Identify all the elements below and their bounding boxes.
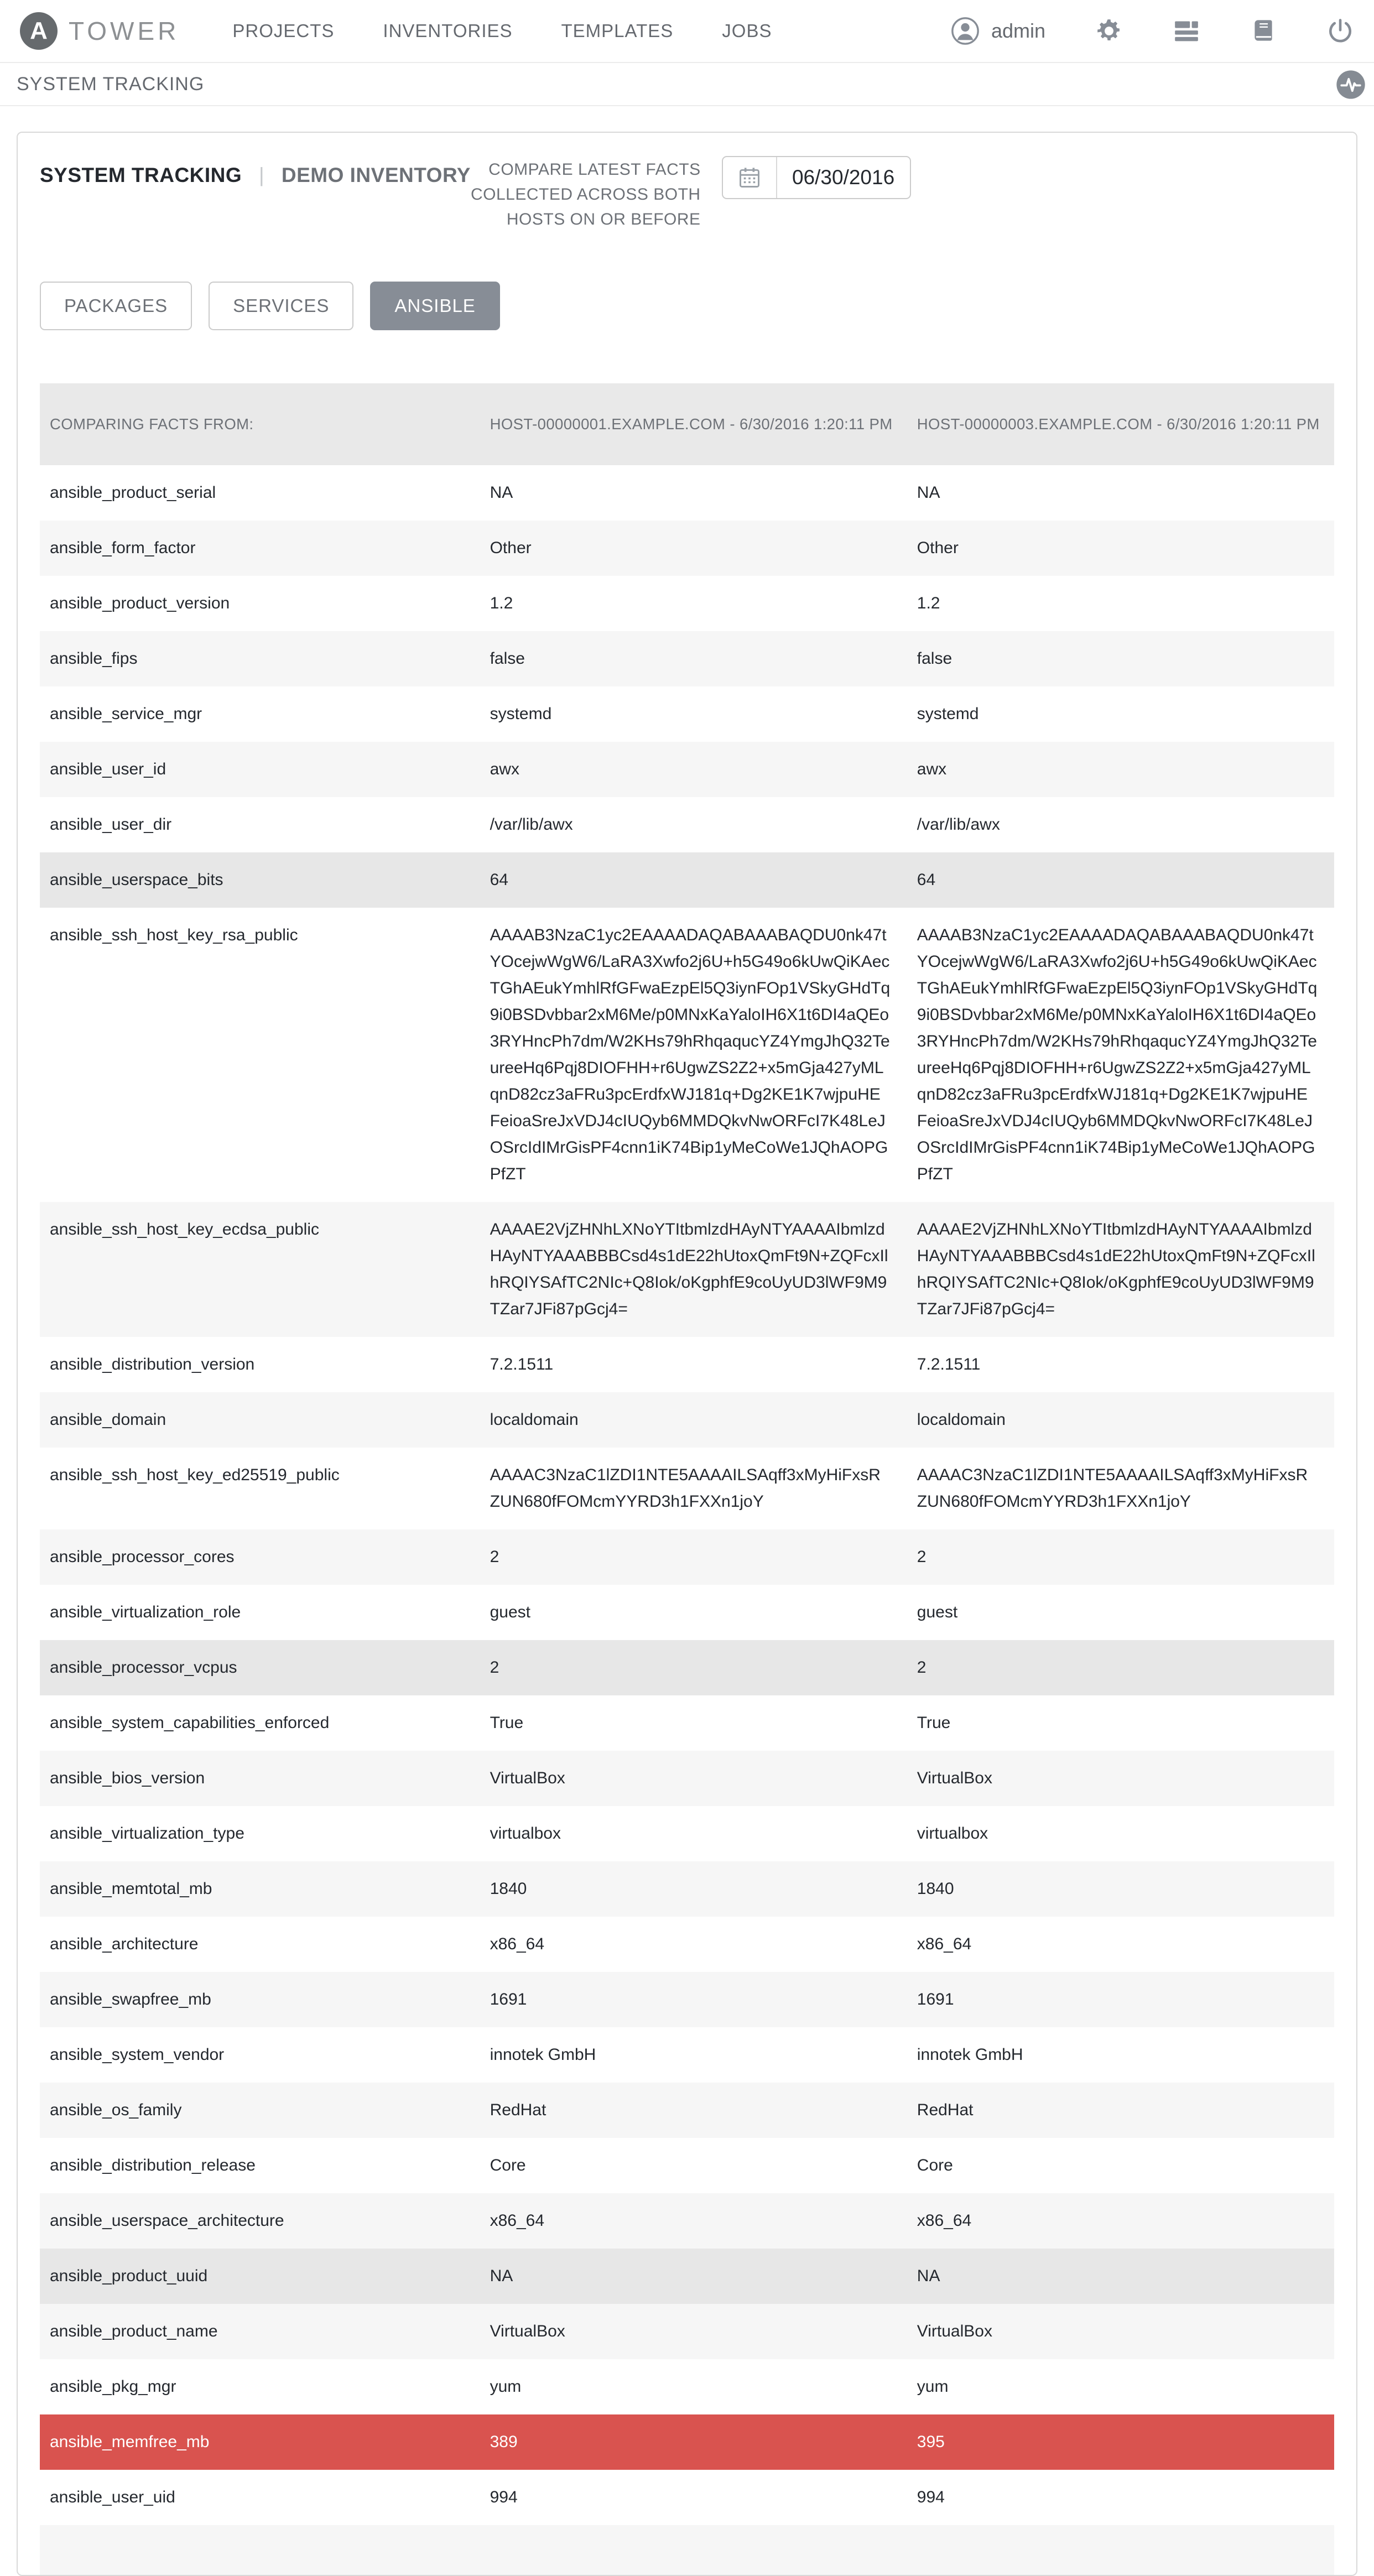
fact-value-host2: NA bbox=[917, 2267, 940, 2285]
fact-name: ansible_system_vendor bbox=[50, 2046, 225, 2064]
table-row bbox=[40, 1585, 1334, 1640]
fact-value-host1: 64 bbox=[490, 871, 508, 889]
table-row bbox=[40, 742, 1334, 797]
fact-value-host1: innotek GmbH bbox=[490, 2046, 596, 2064]
facts-rows bbox=[40, 465, 1334, 2575]
fact-value-host2: localdomain bbox=[917, 1411, 1006, 1429]
table-row bbox=[40, 797, 1334, 852]
fact-scan-tabs bbox=[40, 282, 1334, 330]
table-header-row bbox=[40, 383, 1334, 465]
fact-value-host1: NA bbox=[490, 2267, 513, 2285]
fact-value-host2: VirtualBox bbox=[917, 1769, 992, 1787]
main-nav bbox=[232, 20, 772, 41]
table-row bbox=[40, 1861, 1334, 1917]
brand-title: TOWER bbox=[69, 17, 180, 45]
fact-value-host1: systemd bbox=[490, 705, 552, 723]
nav-item-templates[interactable]: TEMPLATES bbox=[561, 20, 674, 41]
fact-value-host2: VirtualBox bbox=[917, 2322, 992, 2340]
fact-value-host2: 2 bbox=[917, 1548, 927, 1566]
fact-value-host2: 64 bbox=[917, 871, 936, 889]
fact-name: ansible_pkg_mgr bbox=[50, 2377, 176, 2396]
table-row bbox=[40, 2027, 1334, 2083]
table-row bbox=[40, 2138, 1334, 2193]
fact-value-host2: 1691 bbox=[917, 1990, 954, 2008]
user-menu[interactable] bbox=[950, 16, 1045, 46]
fact-value-host2: AAAAB3NzaC1yc2EAAAADAQABAAABAQDU0nk47tYOcejwWgW6/LaRA3Xwfo2j6U+h5G49o6kUwQiKAecTGhAEukYmhlRfGFwaEzpEl5Q3iynFOp1VSkyGHdTq9i0BSDvbbar2xM6Me/p0MNxKaYaloIH6X1t6DI4aQEo3RYHncPh7dm/W2KHs79hRhqaqucYZ4YmgJhQ32TeureeHq6Pqj8DIOFHH+r6UgwZS2Z2+x5mGja427yMLqnD82cz3aFRu3pcErdfxWJ181q+Dg2KE1K7wjpuHEFeioaSreJxVDJ4cIUQyb6MMDQkvNwORFcI7K48LeJOSrcIdIMrGisPF4cnn1iK74Bip1yMeCoWe1JQhAOPGPfZT bbox=[917, 926, 1318, 1183]
date-picker[interactable] bbox=[722, 156, 911, 199]
user-icon bbox=[950, 16, 980, 46]
fact-value-host2: Core bbox=[917, 2156, 953, 2174]
fact-value-host2: 1.2 bbox=[917, 594, 940, 612]
table-row bbox=[40, 1806, 1334, 1861]
fact-name: ansible_form_factor bbox=[50, 539, 196, 557]
power-icon bbox=[1326, 17, 1354, 45]
table-row bbox=[40, 1529, 1334, 1585]
facts-comparison-table bbox=[40, 383, 1334, 2575]
fact-name: ansible_processor_vcpus bbox=[50, 1658, 237, 1677]
fact-value-host1: Core bbox=[490, 2156, 526, 2174]
tab-packages[interactable]: PACKAGES bbox=[40, 282, 192, 330]
fact-value-host2: AAAAC3NzaC1lZDI1NTE5AAAAILSAqff3xMyHiFxsRZUN680fFOMcmYYRD3h1FXXn1joY bbox=[917, 1466, 1308, 1511]
fact-name: ansible_distribution_release bbox=[50, 2156, 256, 2174]
fact-name: ansible_virtualization_role bbox=[50, 1603, 241, 1621]
fact-value-host1: 1840 bbox=[490, 1880, 527, 1898]
portal-mode-button[interactable] bbox=[1173, 17, 1200, 45]
fact-value-host1: false bbox=[490, 649, 525, 668]
table-row bbox=[40, 2359, 1334, 2414]
title-separator: | bbox=[258, 164, 265, 186]
tab-services[interactable]: SERVICES bbox=[209, 282, 353, 330]
table-row bbox=[40, 1337, 1334, 1392]
table-row bbox=[40, 1695, 1334, 1751]
fact-value-host1: 389 bbox=[490, 2433, 518, 2451]
fact-value-host1: 2 bbox=[490, 1548, 499, 1566]
fact-name: ansible_user_uid bbox=[50, 2488, 175, 2506]
fact-value-host1: 7.2.1511 bbox=[490, 1355, 554, 1373]
fact-name: ansible_service_mgr bbox=[50, 705, 202, 723]
fact-value-host1: AAAAE2VjZHNhLXNoYTItbmlzdHAyNTYAAAAIbmlzdHAyNTYAAABBBCsd4s1dE22hUtoxQmFt9N+ZQFcxIlhRQIYSAfTC2NIc+Q8Iok/oKgphfE9coUyUD3lWF9M9TZar7JFi87pGcj4= bbox=[490, 1220, 888, 1318]
fact-name: ansible_memfree_mb bbox=[50, 2433, 210, 2451]
table-row bbox=[40, 2193, 1334, 2249]
fact-name: ansible_user_dir bbox=[50, 815, 172, 834]
fact-value-host1: NA bbox=[490, 483, 513, 502]
table-row bbox=[40, 2304, 1334, 2359]
fact-value-host1: AAAAB3NzaC1yc2EAAAADAQABAAABAQDU0nk47tYOcejwWgW6/LaRA3Xwfo2j6U+h5G49o6kUwQiKAecTGhAEukYmhlRfGFwaEzpEl5Q3iynFOp1VSkyGHdTq9i0BSDvbbar2xM6Me/p0MNxKaYaloIH6X1t6DI4aQEo3RYHncPh7dm/W2KHs79hRhqaqucYZ4YmgJhQ32TeureeHq6Pqj8DIOFHH+r6UgwZS2Z2+x5mGja427yMLqnD82cz3aFRu3pcErdfxWJ181q+Dg2KE1K7wjpuHEFeioaSreJxVDJ4cIUQyb6MMDQkvNwORFcI7K48LeJOSrcIdIMrGisPF4cnn1iK74Bip1yMeCoWe1JQhAOPGPfZT bbox=[490, 926, 891, 1183]
fact-name: ansible_product_name bbox=[50, 2322, 218, 2340]
fact-name: ansible_userspace_architecture bbox=[50, 2211, 284, 2230]
comparing-facts-header: COMPARING FACTS FROM: bbox=[50, 415, 254, 433]
fact-value-host1: 1.2 bbox=[490, 594, 513, 612]
fact-name: ansible_os_family bbox=[50, 2101, 182, 2119]
table-row bbox=[40, 1448, 1334, 1529]
tab-ansible[interactable]: ANSIBLE bbox=[370, 282, 499, 330]
fact-name: ansible_bios_version bbox=[50, 1769, 205, 1787]
fact-value-host2: AAAAE2VjZHNhLXNoYTItbmlzdHAyNTYAAAAIbmlzdHAyNTYAAABBBCsd4s1dE22hUtoxQmFt9N+ZQFcxIlhRQIYSAfTC2NIc+Q8Iok/oKgphfE9coUyUD3lWF9M9TZar7JFi87pGcj4= bbox=[917, 1220, 1315, 1318]
fact-value-host2: RedHat bbox=[917, 2101, 974, 2119]
settings-button[interactable] bbox=[1095, 17, 1123, 45]
fact-value-host2: 7.2.1511 bbox=[917, 1355, 981, 1373]
fact-value-host1: awx bbox=[490, 760, 519, 778]
fact-value-host2: x86_64 bbox=[917, 1935, 972, 1953]
fact-value-host1: localdomain bbox=[490, 1411, 579, 1429]
fact-value-host1 bbox=[480, 2525, 907, 2575]
fact-name: ansible_swapfree_mb bbox=[50, 1990, 211, 2008]
fact-name: ansible_ssh_host_key_ecdsa_public bbox=[50, 1220, 320, 1238]
fact-value-host1: x86_64 bbox=[490, 1935, 545, 1953]
fact-name: ansible_ssh_host_key_rsa_public bbox=[50, 926, 298, 944]
fact-name: ansible_product_version bbox=[50, 594, 230, 612]
fact-value-host1: 994 bbox=[490, 2488, 518, 2506]
activity-stream-button[interactable] bbox=[1335, 69, 1366, 100]
fact-name bbox=[40, 2525, 480, 2575]
tower-logo[interactable] bbox=[20, 12, 179, 50]
fact-name: ansible_system_capabilities_enforced bbox=[50, 1714, 330, 1732]
activity-stream-icon bbox=[1335, 69, 1366, 100]
date-picker-value[interactable]: 06/30/2016 bbox=[792, 166, 895, 189]
fact-value-host1: VirtualBox bbox=[490, 1769, 565, 1787]
nav-item-projects[interactable]: PROJECTS bbox=[232, 20, 335, 41]
fact-value-host2: 994 bbox=[917, 2488, 945, 2506]
nav-item-jobs[interactable]: JOBS bbox=[722, 20, 772, 41]
table-row bbox=[40, 1972, 1334, 2027]
fact-value-host1: VirtualBox bbox=[490, 2322, 565, 2340]
fact-value-host1: True bbox=[490, 1714, 524, 1732]
fact-value-host1: 2 bbox=[490, 1658, 499, 1677]
page-subtitle: DEMO INVENTORY bbox=[281, 164, 471, 186]
compare-facts-label: COMPARE LATEST FACTS COLLECTED ACROSS BOTH HOSTS ON OR BEFORE bbox=[470, 160, 701, 228]
ansible-logo-icon: A bbox=[20, 12, 58, 50]
fact-value-host2: innotek GmbH bbox=[917, 2046, 1023, 2064]
portal-mode-icon bbox=[1173, 17, 1200, 45]
fact-name: ansible_product_uuid bbox=[50, 2267, 208, 2285]
fact-value-host2: yum bbox=[917, 2377, 949, 2396]
nav-item-inventories[interactable]: INVENTORIES bbox=[383, 20, 513, 41]
docs-icon bbox=[1250, 18, 1277, 44]
fact-name: ansible_domain bbox=[50, 1411, 166, 1429]
docs-button[interactable] bbox=[1250, 18, 1277, 44]
table-row bbox=[40, 631, 1334, 686]
table-row bbox=[40, 2083, 1334, 2138]
fact-name: ansible_ssh_host_key_ed25519_public bbox=[50, 1466, 340, 1484]
table-row bbox=[40, 1392, 1334, 1448]
fact-name: ansible_processor_cores bbox=[50, 1548, 235, 1566]
fact-value-host1: AAAAC3NzaC1lZDI1NTE5AAAAILSAqff3xMyHiFxsRZUN680fFOMcmYYRD3h1FXXn1joY bbox=[490, 1466, 881, 1511]
navbar-right bbox=[950, 16, 1354, 46]
fact-value-host1: yum bbox=[490, 2377, 522, 2396]
table-row bbox=[40, 686, 1334, 742]
fact-name: ansible_architecture bbox=[50, 1935, 199, 1953]
table-row bbox=[40, 1202, 1334, 1337]
fact-value-host2: Other bbox=[917, 539, 959, 557]
table-row bbox=[40, 1640, 1334, 1695]
fact-value-host2: false bbox=[917, 649, 953, 668]
fact-name: ansible_distribution_version bbox=[50, 1355, 255, 1373]
host1-header: HOST-00000001.EXAMPLE.COM - 6/30/2016 1:20:11 PM bbox=[490, 415, 893, 433]
fact-value-host1: guest bbox=[490, 1603, 530, 1621]
page-title: SYSTEM TRACKING bbox=[40, 164, 242, 186]
fact-value-host1: virtualbox bbox=[490, 1824, 561, 1843]
table-row bbox=[40, 852, 1334, 908]
gear-icon bbox=[1095, 17, 1123, 45]
fact-value-host2: NA bbox=[917, 483, 940, 502]
fact-value-host1: RedHat bbox=[490, 2101, 547, 2119]
table-row bbox=[40, 2525, 1334, 2575]
fact-value-host2 bbox=[907, 2525, 1334, 2575]
table-row bbox=[40, 1751, 1334, 1806]
table-row bbox=[40, 465, 1334, 521]
fact-name: ansible_fips bbox=[50, 649, 138, 668]
table-row bbox=[40, 576, 1334, 631]
fact-value-host2: 395 bbox=[917, 2433, 945, 2451]
fact-value-host1: /var/lib/awx bbox=[490, 815, 573, 834]
table-row bbox=[40, 2414, 1334, 2470]
fact-value-host2: True bbox=[917, 1714, 951, 1732]
fact-value-host2: 1840 bbox=[917, 1880, 954, 1898]
fact-value-host1: 1691 bbox=[490, 1990, 527, 2008]
logout-button[interactable] bbox=[1326, 17, 1354, 45]
fact-name: ansible_user_id bbox=[50, 760, 166, 778]
table-row bbox=[40, 1917, 1334, 1972]
fact-name: ansible_memtotal_mb bbox=[50, 1880, 212, 1898]
breadcrumb[interactable]: SYSTEM TRACKING bbox=[17, 73, 205, 95]
panel-title-block bbox=[40, 156, 471, 187]
panel-header bbox=[40, 156, 1334, 232]
host2-header: HOST-00000003.EXAMPLE.COM - 6/30/2016 1:20:11 PM bbox=[917, 415, 1320, 433]
fact-name: ansible_userspace_bits bbox=[50, 871, 223, 889]
fact-name: ansible_virtualization_type bbox=[50, 1824, 244, 1843]
user-name: admin bbox=[991, 19, 1045, 42]
table-row bbox=[40, 2249, 1334, 2304]
system-tracking-panel bbox=[17, 132, 1357, 2576]
top-navbar bbox=[0, 0, 1374, 63]
fact-value-host2: /var/lib/awx bbox=[917, 815, 1000, 834]
fact-value-host1: x86_64 bbox=[490, 2211, 545, 2230]
fact-value-host2: guest bbox=[917, 1603, 958, 1621]
fact-name: ansible_product_serial bbox=[50, 483, 216, 502]
fact-value-host2: systemd bbox=[917, 705, 979, 723]
table-row bbox=[40, 2470, 1334, 2525]
fact-value-host2: x86_64 bbox=[917, 2211, 972, 2230]
fact-value-host2: awx bbox=[917, 760, 947, 778]
fact-value-host2: virtualbox bbox=[917, 1824, 988, 1843]
calendar-icon[interactable] bbox=[723, 157, 777, 198]
fact-value-host1: Other bbox=[490, 539, 532, 557]
breadcrumb-bar bbox=[0, 63, 1374, 106]
table-row bbox=[40, 521, 1334, 576]
table-row bbox=[40, 908, 1334, 1202]
fact-value-host2: 2 bbox=[917, 1658, 927, 1677]
